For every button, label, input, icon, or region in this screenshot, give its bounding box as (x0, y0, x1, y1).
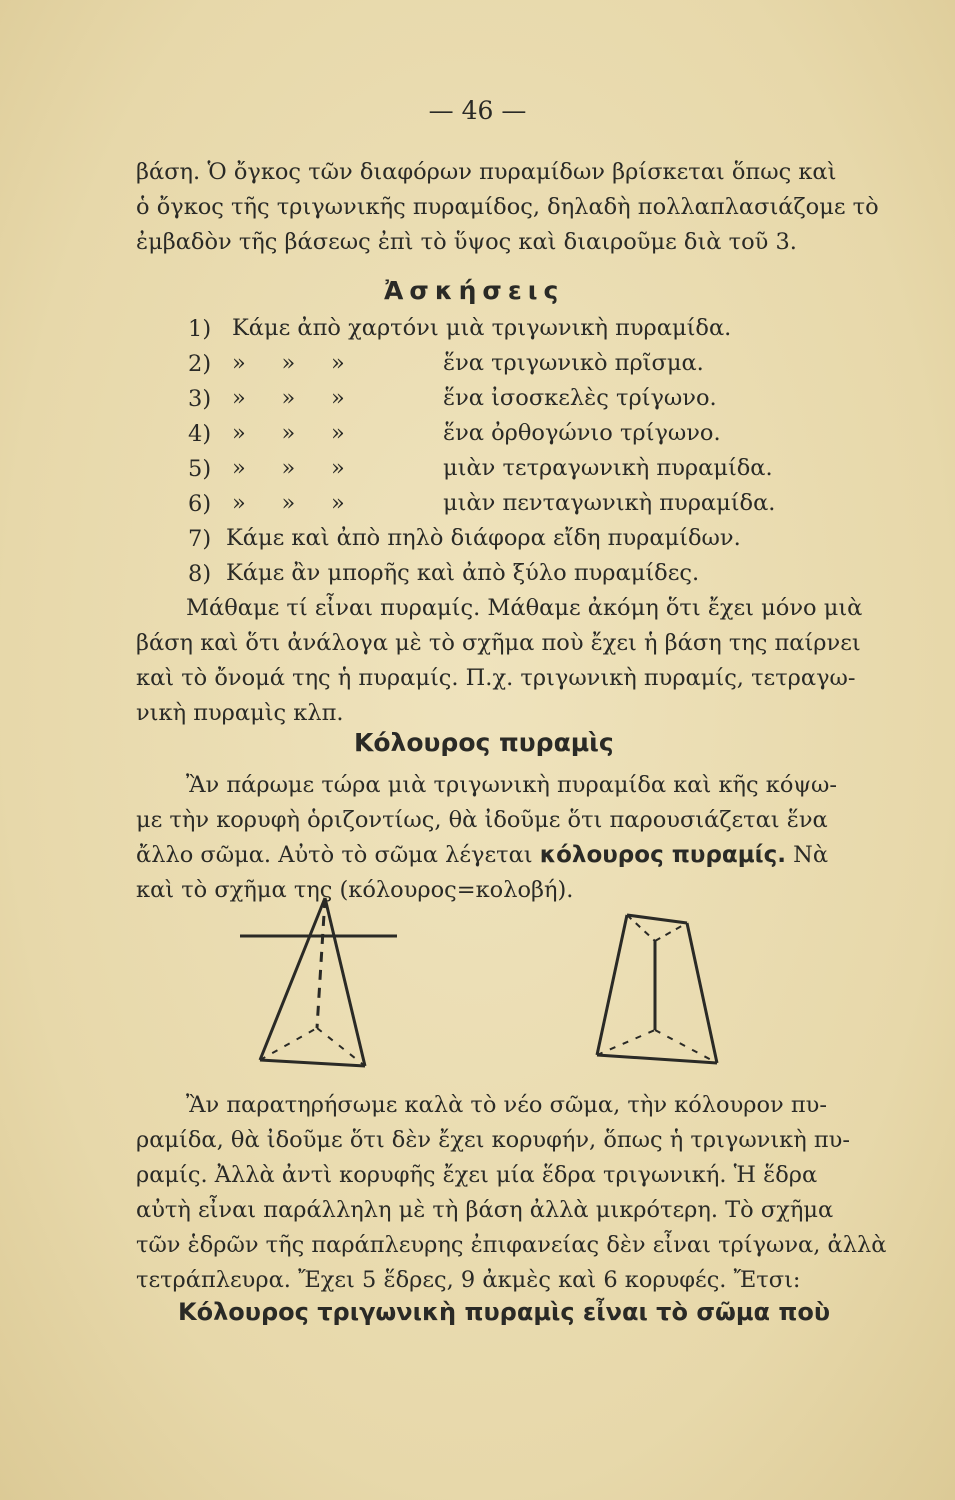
learned-line-1: Μάθαμε τί εἶναι πυραμίς. Μάθαμε ἀκόμη ὅτι ἔχει μόνο μιὰ (186, 595, 863, 621)
observe-line-5: τῶν ἑδρῶν τῆς παράπλευρης ἐπιφανείας δὲν εἶναι τρίγωνα, ἀλλὰ (136, 1232, 887, 1258)
frustum-heading: Κόλουρος πυραμὶς (354, 728, 614, 757)
closing-bold-line: Κόλουρος τριγωνικὴ πυραμὶς εἶναι τὸ σῶμα ποὺ (178, 1298, 831, 1326)
observe-line-4: αὐτὴ εἶναι παράλληλη μὲ τὴ βάση ἀλλὰ μικρότερη. Τὸ σχῆμα (136, 1197, 834, 1223)
pyramid-right-edge (325, 898, 365, 1066)
frustum-term: κόλουρος πυραμίς. (539, 842, 786, 868)
frustum-line-1: Ἂν πάρωμε τώρα μιὰ τριγωνικὴ πυραμίδα καὶ κῆς κόψω- (186, 772, 837, 798)
frustum-line-3 (136, 840, 828, 870)
exercise-text: ἕνα τριγωνικὸ πρῖσμα. (443, 350, 704, 376)
frustum-line-3-text: ἄλλο σῶμα. Αὐτὸ τὸ σῶμα λέγεται (136, 842, 533, 868)
intro-line-3: ἐμβαδὸν τῆς βάσεως ἐπὶ τὸ ὕψος καὶ διαιροῦμε διὰ τοῦ 3. (136, 229, 797, 255)
exercise-text: μιὰν πενταγωνικὴ πυραμίδα. (443, 490, 776, 516)
exercise-text: Κάμε ἀπὸ χαρτόνι μιὰ τριγωνικὴ πυραμίδα. (232, 315, 732, 341)
exercise-number: 1) (188, 316, 212, 342)
frustum-left-edge (597, 915, 627, 1055)
exercises-heading: Ἀσκήσεις (384, 276, 565, 305)
pyramid-hidden-left (260, 1028, 317, 1060)
intro-line-2: ὁ ὄγκος τῆς τριγωνικῆς πυραμίδος, δηλαδὴ πολλαπλασιάζομε τὸ (136, 194, 879, 220)
exercise-text: μιὰν τετραγωνικὴ πυραμίδα. (443, 455, 773, 481)
frustum-hidden-left (597, 1030, 655, 1055)
exercise-text: ἕνα ἰσοσκελὲς τρίγωνο. (443, 385, 717, 411)
observe-line-3: ραμίς. Ἀλλὰ ἀντὶ κορυφῆς ἔχει μία ἕδρα τριγωνική. Ἡ ἕδρα (136, 1162, 818, 1188)
exercise-ditto: » » » (232, 490, 345, 516)
exercise-number: 3) (188, 386, 212, 412)
frustum-line-3-tail: Νὰ (793, 842, 829, 868)
learned-line-3: καὶ τὸ ὄνομά της ἡ πυραμίς. Π.χ. τριγωνικὴ πυραμίς, τετραγω- (136, 665, 856, 691)
exercise-text: Κάμε ἂν μπορῆς καὶ ἀπὸ ξύλο πυραμίδες. (226, 560, 700, 586)
exercise-text: Κάμε καὶ ἀπὸ πηλὸ διάφορα εἴδη πυραμίδων. (226, 525, 741, 551)
observe-line-6: τετράπλευρα. Ἔχει 5 ἕδρες, 9 ἀκμὲς καὶ 6 κορυφές. Ἔτσι: (136, 1267, 801, 1293)
frustum-line-2: με τὴν κορυφὴ ὁριζοντίως, θὰ ἰδοῦμε ὅτι παρουσιάζεται ἕνα (136, 807, 828, 833)
frustum-base-front (597, 1055, 717, 1063)
frustum-top-front (627, 915, 687, 923)
pyramid-cut-figure (225, 888, 405, 1078)
frustum-right-edge (687, 923, 717, 1063)
exercise-number: 2) (188, 351, 212, 377)
exercise-number: 5) (188, 456, 212, 482)
exercise-text: ἕνα ὀρθογώνιο τρίγωνο. (443, 420, 721, 446)
exercise-ditto: » » » (232, 420, 345, 446)
frustum-top-back-2 (655, 923, 687, 941)
observe-line-1: Ἂν παρατηρήσωμε καλὰ τὸ νέο σῶμα, τὴν κόλουρον πυ- (186, 1092, 827, 1118)
exercise-number: 6) (188, 491, 212, 517)
exercise-ditto: » » » (232, 385, 345, 411)
pyramid-left-edge (260, 898, 325, 1060)
pyramid-front-edge (260, 1060, 365, 1066)
exercise-number: 4) (188, 421, 212, 447)
frustum-figure (585, 905, 735, 1075)
exercise-number: 7) (188, 526, 212, 552)
intro-line-1: βάση. Ὁ ὄγκος τῶν διαφόρων πυραμίδων βρίσκεται ὅπως καὶ (136, 159, 837, 185)
exercise-ditto: » » » (232, 455, 345, 481)
exercise-number: 8) (188, 561, 212, 587)
frustum-line-4: καὶ τὸ σχῆμα της (κόλουρος=κολοβή). (136, 877, 574, 903)
page-number: — 46 — (428, 96, 527, 125)
observe-line-2: ραμίδα, θὰ ἰδοῦμε ὅτι δὲν ἔχει κορυφήν, ὅπως ἡ τριγωνικὴ πυ- (136, 1127, 850, 1153)
learned-line-2: βάση καὶ ὅτι ἀνάλογα μὲ τὸ σχῆμα ποὺ ἔχει ἡ βάση της παίρνει (136, 630, 861, 656)
learned-line-4: νικὴ πυραμὶς κλπ. (136, 700, 344, 726)
exercise-ditto: » » » (232, 350, 345, 376)
